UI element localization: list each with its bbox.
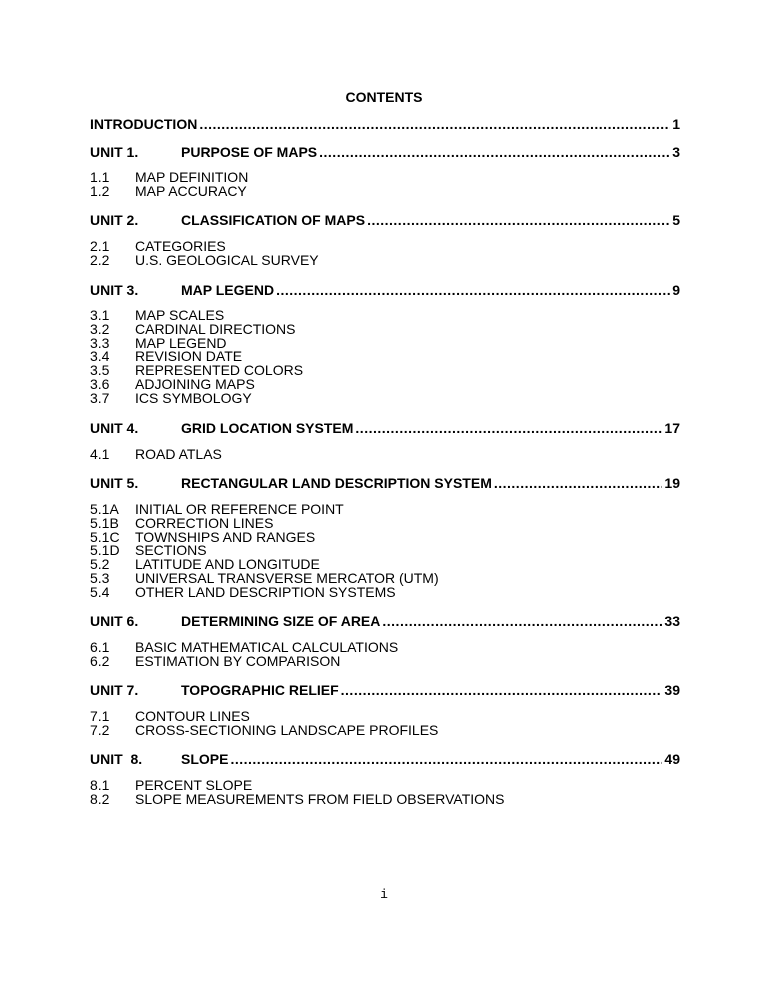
subsection-title: ADJOINING MAPS <box>135 375 255 392</box>
subsection-item <box>90 721 439 738</box>
subsection-number: 7.2 <box>90 721 110 738</box>
subsection-list <box>90 448 222 462</box>
unit-number: UNIT 6. <box>90 613 139 629</box>
subsection-list <box>90 309 303 406</box>
subsection-list <box>90 171 248 199</box>
subsection-list <box>90 240 319 268</box>
page-number-footer: i <box>380 887 388 902</box>
dot-leader <box>319 144 670 160</box>
toc-entry-unit <box>90 682 680 700</box>
subsection-title: INITIAL OR REFERENCE POINT <box>135 501 344 517</box>
subsection-number: 5.3 <box>90 569 110 586</box>
subsection-item <box>90 652 398 669</box>
toc-page-number: 33 <box>664 613 680 629</box>
unit-number: UNIT 2. <box>90 212 139 228</box>
subsection-item <box>90 251 319 268</box>
subsection-number: 6.1 <box>90 639 110 655</box>
dot-leader <box>494 475 663 491</box>
subsection-title: MAP ACCURACY <box>135 182 247 199</box>
subsection-title: REVISION DATE <box>135 348 243 365</box>
subsection-list <box>90 641 398 669</box>
dot-leader <box>341 682 663 698</box>
subsection-number: 1.2 <box>90 182 110 199</box>
subsection-title: U.S. GEOLOGICAL SURVEY <box>135 251 319 268</box>
subsection-title: MAP LEGEND <box>135 334 227 351</box>
toc-page-number: 9 <box>672 282 680 298</box>
toc-entry-unit <box>90 282 680 300</box>
toc-entry-unit <box>90 212 680 230</box>
toc-entry-unit <box>90 475 680 493</box>
subsection-list <box>90 779 505 807</box>
toc-entry-title: SLOPE <box>181 751 229 767</box>
subsection-item <box>90 389 303 406</box>
toc-entry-unit <box>90 751 680 769</box>
toc-page-number: 19 <box>664 475 680 491</box>
subsection-number: 6.2 <box>90 652 110 669</box>
toc-entry-title: INTRODUCTION <box>90 116 198 132</box>
toc-entry-unit <box>90 420 680 438</box>
subsection-list <box>90 503 439 600</box>
toc-entry-title: PURPOSE OF MAPS <box>181 144 318 160</box>
unit-number: UNIT 3. <box>90 282 139 298</box>
page-title: CONTENTS <box>345 89 423 105</box>
subsection-item <box>90 182 248 199</box>
subsection-number: 5.1C <box>90 528 120 545</box>
unit-number: UNIT 8. <box>90 751 143 767</box>
dot-leader <box>367 212 670 228</box>
subsection-title: ICS SYMBOLOGY <box>135 389 252 406</box>
subsection-item <box>90 790 505 807</box>
unit-number: UNIT 5. <box>90 475 139 491</box>
dot-leader <box>199 116 670 132</box>
subsection-number: 3.6 <box>90 375 110 392</box>
subsection-number: 2.2 <box>90 251 110 268</box>
subsection-number: 3.2 <box>90 320 110 337</box>
subsection-number: 3.4 <box>90 348 110 365</box>
subsection-number: 3.3 <box>90 334 110 351</box>
unit-number: UNIT 4. <box>90 420 139 436</box>
toc-entry-unit <box>90 144 680 162</box>
subsection-title: LATITUDE AND LONGITUDE <box>135 556 320 573</box>
subsection-number: 5.2 <box>90 556 110 573</box>
subsection-list <box>90 710 438 738</box>
toc-page-number: 1 <box>672 116 680 132</box>
subsection-title: ROAD ATLAS <box>135 446 222 462</box>
subsection-title: REPRESENTED COLORS <box>135 362 304 379</box>
subsection-title: MAP SCALES <box>135 307 225 323</box>
toc-page-number: 49 <box>664 751 680 767</box>
toc-entry-title: CLASSIFICATION OF MAPS <box>181 212 366 228</box>
toc-page-number: 5 <box>672 212 680 228</box>
subsection-title: UNIVERSAL TRANSVERSE MERCATOR (UTM) <box>135 569 439 586</box>
subsection-title: CONTOUR LINES <box>135 708 250 724</box>
toc-page-number: 3 <box>672 144 680 160</box>
toc-entry-title: GRID LOCATION SYSTEM <box>181 420 354 436</box>
subsection-title: ESTIMATION BY COMPARISON <box>135 652 341 669</box>
subsection-number: 5.1A <box>90 501 119 517</box>
subsection-title: MAP DEFINITION <box>135 169 249 185</box>
subsection-number: 7.1 <box>90 708 110 724</box>
subsection-number: 4.1 <box>90 446 110 462</box>
subsection-number: 5.1B <box>90 514 119 531</box>
subsection-title: SLOPE MEASUREMENTS FROM FIELD OBSERVATIONS <box>135 790 505 807</box>
toc-page-number: 17 <box>664 420 680 436</box>
subsection-title: CROSS-SECTIONING LANDSCAPE PROFILES <box>135 721 439 738</box>
subsection-title: PERCENT SLOPE <box>135 777 253 793</box>
subsection-item <box>90 583 439 600</box>
toc-entry-unit <box>90 613 680 631</box>
subsection-number: 3.1 <box>90 307 110 323</box>
subsection-number: 5.4 <box>90 583 110 600</box>
unit-number: UNIT 7. <box>90 682 139 698</box>
subsection-title: SECTIONS <box>135 542 207 559</box>
subsection-title: CORRECTION LINES <box>135 514 274 531</box>
toc-page-number: 39 <box>664 682 680 698</box>
toc-entry-title: RECTANGULAR LAND DESCRIPTION SYSTEM <box>181 475 492 491</box>
subsection-title: BASIC MATHEMATICAL CALCULATIONS <box>135 639 399 655</box>
toc-entry-title: DETERMINING SIZE OF AREA <box>181 613 381 629</box>
subsection-title: TOWNSHIPS AND RANGES <box>135 528 316 545</box>
subsection-number: 3.5 <box>90 362 110 379</box>
unit-number: UNIT 1. <box>90 144 139 160</box>
subsection-title: CATEGORIES <box>135 238 226 254</box>
toc-entry-title: MAP LEGEND <box>181 282 275 298</box>
subsection-number: 2.1 <box>90 238 110 254</box>
dot-leader <box>276 282 670 298</box>
toc-entry-title: TOPOGRAPHIC RELIEF <box>181 682 339 698</box>
toc-entry-introduction <box>90 116 680 134</box>
dot-leader <box>382 613 662 629</box>
dot-leader <box>230 751 662 767</box>
subsection-number: 1.1 <box>90 169 110 185</box>
subsection-item <box>90 448 222 462</box>
dot-leader <box>355 420 662 436</box>
subsection-title: OTHER LAND DESCRIPTION SYSTEMS <box>135 583 396 600</box>
subsection-number: 5.1D <box>90 542 120 559</box>
subsection-number: 8.2 <box>90 790 110 807</box>
subsection-number: 3.7 <box>90 389 110 406</box>
subsection-title: CARDINAL DIRECTIONS <box>135 320 296 337</box>
subsection-number: 8.1 <box>90 777 110 793</box>
